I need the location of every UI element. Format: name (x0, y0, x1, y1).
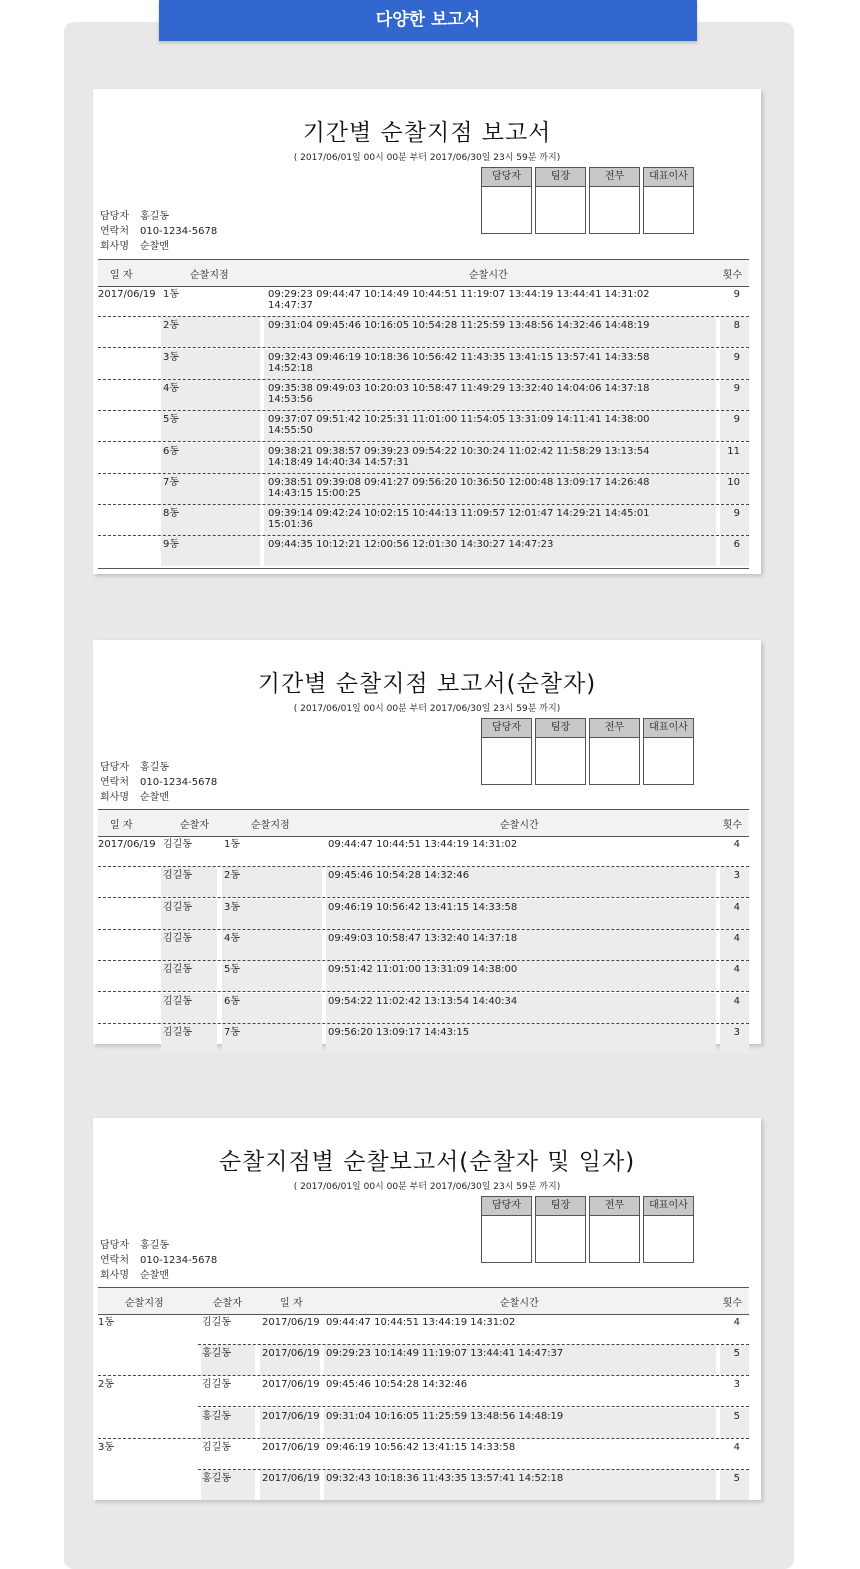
approval-box: 팀장 (535, 167, 586, 234)
table-row (98, 1024, 749, 1055)
section-banner: 다양한 보고서 (159, 0, 697, 41)
patroller-cell: 김길동 (163, 839, 192, 850)
approval-box: 대표이사 (643, 167, 694, 234)
point-cell: 2동 (163, 320, 180, 332)
date-cell: 2017/06/19 (262, 1317, 320, 1328)
count-cell: 3 (733, 1379, 740, 1391)
date-cell: 2017/06/19 (262, 1348, 320, 1360)
report-patrol-by-point (93, 1118, 761, 1500)
times-cell: 09:29:23 10:14:49 11:19:07 13:44:41 14:47:37 (326, 1348, 564, 1360)
times-cell: 09:45:46 10:54:28 14:32:46 (328, 870, 470, 882)
times-cell: 09:51:42 11:01:00 13:31:09 14:38:00 (328, 964, 518, 976)
count-cell: 5 (733, 1410, 740, 1422)
count-cell: 9 (733, 351, 740, 363)
table-row (98, 1439, 749, 1470)
point-cell: 6동 (224, 995, 241, 1007)
point-cell: 1동 (224, 839, 241, 850)
times-line: 14:53:56 (268, 393, 313, 405)
table-row (98, 286, 749, 317)
count-cell: 9 (733, 382, 740, 394)
point-cell: 5동 (224, 964, 241, 976)
approval-boxes (481, 167, 697, 234)
table-header: 일 자 순찰지점 순찰시간 횟수 (98, 259, 749, 287)
point-cell: 3동 (98, 1441, 115, 1453)
times-cell (268, 508, 650, 530)
approval-box: 팀장 (535, 718, 586, 785)
count-cell: 4 (733, 1441, 740, 1453)
times-line: 09:39:14 09:42:24 10:02:15 10:44:13 11:09:57 12:01:47 14:29:21 14:45:01 (268, 508, 650, 520)
patroller-cell: 김길동 (163, 995, 192, 1007)
table-row (98, 505, 749, 536)
times-cell: 09:46:19 10:56:42 13:41:15 14:33:58 (328, 901, 518, 913)
times-line: 14:43:15 15:00:25 (268, 487, 362, 499)
times-cell: 09:31:04 10:16:05 11:25:59 13:48:56 14:48:19 (326, 1410, 564, 1422)
patroller-cell: 홍길동 (202, 1348, 231, 1360)
table-row (98, 961, 749, 992)
count-cell: 4 (733, 1317, 740, 1328)
count-cell: 8 (733, 320, 740, 332)
count-cell: 10 (727, 476, 740, 488)
times-line: 15:01:36 (268, 519, 313, 531)
approval-box: 담당자 (481, 1196, 532, 1263)
table-row (98, 1408, 749, 1439)
patroller-cell: 홍길동 (202, 1410, 231, 1422)
patroller-cell: 김길동 (202, 1317, 231, 1328)
times-cell (268, 446, 650, 468)
point-cell: 2동 (98, 1379, 115, 1391)
count-cell: 4 (733, 932, 740, 944)
point-cell: 4동 (163, 382, 180, 394)
approval-boxes (481, 718, 697, 785)
date-cell: 2017/06/19 (98, 289, 156, 300)
date-cell: 2017/06/19 (262, 1410, 320, 1422)
count-cell: 9 (733, 508, 740, 520)
times-line: 09:37:07 09:51:42 10:25:31 11:01:00 11:54:05 13:31:09 14:11:41 14:38:00 (268, 414, 650, 426)
point-cell: 8동 (163, 508, 180, 520)
point-cell: 6동 (163, 445, 180, 457)
count-cell: 6 (733, 539, 740, 551)
approval-box: 담당자 (481, 718, 532, 785)
patroller-cell: 김길동 (163, 901, 192, 913)
table-row (98, 536, 749, 567)
patroller-cell: 김길동 (202, 1379, 231, 1391)
times-line: 09:29:23 09:44:47 10:14:49 10:44:51 11:19:07 13:44:19 13:44:41 14:31:02 (268, 289, 650, 300)
report-info: 담당자 홍길동 연락처 010-1234-5678 회사명 순찰맨 (100, 1240, 218, 1281)
approval-box: 전무 (589, 1196, 640, 1263)
times-line: 09:38:21 09:38:57 09:39:23 09:54:22 10:30:24 11:02:42 11:58:29 13:13:54 (268, 445, 650, 457)
point-cell: 7동 (224, 1026, 241, 1038)
times-line: 14:52:18 (268, 362, 313, 374)
table-row (98, 1345, 749, 1376)
count-cell: 4 (733, 964, 740, 976)
patroller-cell: 김길동 (163, 1026, 192, 1038)
count-cell: 4 (733, 839, 740, 850)
report-info: 담당자 홍길동 연락처 010-1234-5678 회사명 순찰맨 (100, 211, 218, 252)
times-line: 09:38:51 09:39:08 09:41:27 09:56:20 10:36:50 12:00:48 13:09:17 14:26:48 (268, 476, 650, 488)
report-period: ( 2017/06/01일 00시 00분 부터 2017/06/30일 23시 59분 까지) (293, 153, 561, 163)
table-row (98, 474, 749, 505)
table-row (98, 993, 749, 1024)
date-cell: 2017/06/19 (262, 1441, 320, 1453)
count-cell: 4 (733, 995, 740, 1007)
times-cell (268, 477, 650, 499)
report-title: 기간별 순찰지점 보고서 (302, 120, 552, 146)
table-row (98, 411, 749, 442)
patroller-cell: 김길동 (163, 932, 192, 944)
table-row (98, 1376, 749, 1407)
count-cell: 9 (733, 289, 740, 300)
table-row (98, 1470, 749, 1501)
times-line: 14:55:50 (268, 425, 313, 437)
count-cell: 3 (733, 1026, 740, 1038)
patroller-cell: 김길동 (163, 964, 192, 976)
report-title: 기간별 순찰지점 보고서(순찰자) (257, 671, 597, 697)
times-cell: 09:44:47 10:44:51 13:44:19 14:31:02 (328, 839, 518, 850)
approval-box: 대표이사 (643, 1196, 694, 1263)
table-row (98, 380, 749, 411)
report-info: 담당자 홍길동 연락처 010-1234-5678 회사명 순찰맨 (100, 762, 218, 803)
times-cell: 09:44:47 10:44:51 13:44:19 14:31:02 (326, 1317, 516, 1328)
table-row (98, 443, 749, 474)
times-line: 14:47:37 (268, 300, 313, 311)
approval-box: 대표이사 (643, 718, 694, 785)
times-cell: 09:32:43 10:18:36 11:43:35 13:57:41 14:52:18 (326, 1473, 564, 1484)
point-cell: 1동 (163, 289, 180, 300)
table-row (98, 930, 749, 961)
approval-box: 팀장 (535, 1196, 586, 1263)
times-line: 09:31:04 09:45:46 10:16:05 10:54:28 11:25:59 13:48:56 14:32:46 14:48:19 (268, 320, 650, 332)
patroller-cell: 김길동 (163, 870, 192, 882)
table-row (98, 1314, 749, 1345)
table-header: 순찰지점 순찰자 일 자 순찰시간 횟수 (98, 1287, 749, 1315)
count-cell: 5 (733, 1473, 740, 1484)
approval-box: 전무 (589, 167, 640, 234)
times-cell: 09:54:22 11:02:42 13:13:54 14:40:34 (328, 995, 518, 1007)
table-row (98, 867, 749, 898)
point-cell: 5동 (163, 414, 180, 426)
report-period-patrol-points (93, 89, 761, 574)
point-cell: 1동 (98, 1317, 115, 1328)
table-header: 일 자 순찰자 순찰지점 순찰시간 횟수 (98, 809, 749, 837)
date-cell: 2017/06/19 (98, 839, 156, 850)
times-cell: 09:49:03 10:58:47 13:32:40 14:37:18 (328, 932, 518, 944)
count-cell: 5 (733, 1348, 740, 1360)
point-cell: 3동 (224, 901, 241, 913)
patroller-cell: 홍길동 (202, 1473, 231, 1484)
date-cell: 2017/06/19 (262, 1379, 320, 1391)
times-cell (268, 352, 650, 374)
table-row (98, 317, 749, 348)
times-line: 09:35:38 09:49:03 10:20:03 10:58:47 11:49:29 13:32:40 14:04:06 14:37:18 (268, 382, 650, 394)
count-cell: 11 (727, 445, 740, 457)
report-period-patrol-points-by-patroller (93, 640, 761, 1044)
report-period: ( 2017/06/01일 00시 00분 부터 2017/06/30일 23시 59분 까지) (293, 704, 561, 714)
patroller-cell: 김길동 (202, 1441, 231, 1453)
times-cell: 09:56:20 13:09:17 14:43:15 (328, 1026, 470, 1038)
point-cell: 3동 (163, 351, 180, 363)
point-cell: 2동 (224, 870, 241, 882)
times-cell (268, 383, 650, 405)
times-cell (268, 320, 650, 331)
count-cell: 9 (733, 414, 740, 426)
count-cell: 4 (733, 901, 740, 913)
approval-box: 담당자 (481, 167, 532, 234)
point-cell: 9동 (163, 539, 180, 551)
times-line: 09:44:35 10:12:21 12:00:56 12:01:30 14:30:27 14:47:23 (268, 539, 554, 551)
report-period: ( 2017/06/01일 00시 00분 부터 2017/06/30일 23시 59분 까지) (293, 1182, 561, 1192)
times-cell: 09:45:46 10:54:28 14:32:46 (326, 1379, 468, 1391)
times-cell (268, 414, 650, 436)
point-cell: 4동 (224, 932, 241, 944)
approval-boxes (481, 1196, 697, 1263)
times-cell (268, 539, 553, 550)
approval-box: 전무 (589, 718, 640, 785)
point-cell: 7동 (163, 476, 180, 488)
times-cell (268, 289, 650, 311)
date-cell: 2017/06/19 (262, 1473, 320, 1484)
times-line: 14:18:49 14:40:34 14:57:31 (268, 456, 410, 468)
times-cell: 09:46:19 10:56:42 13:41:15 14:33:58 (326, 1441, 516, 1453)
count-cell: 3 (733, 870, 740, 882)
table-row (98, 836, 749, 867)
report-title: 순찰지점별 순찰보고서(순찰자 및 일자) (218, 1149, 636, 1175)
table-row (98, 349, 749, 380)
times-line: 09:32:43 09:46:19 10:18:36 10:56:42 11:43:35 13:41:15 13:57:41 14:33:58 (268, 351, 650, 363)
table-row (98, 899, 749, 930)
